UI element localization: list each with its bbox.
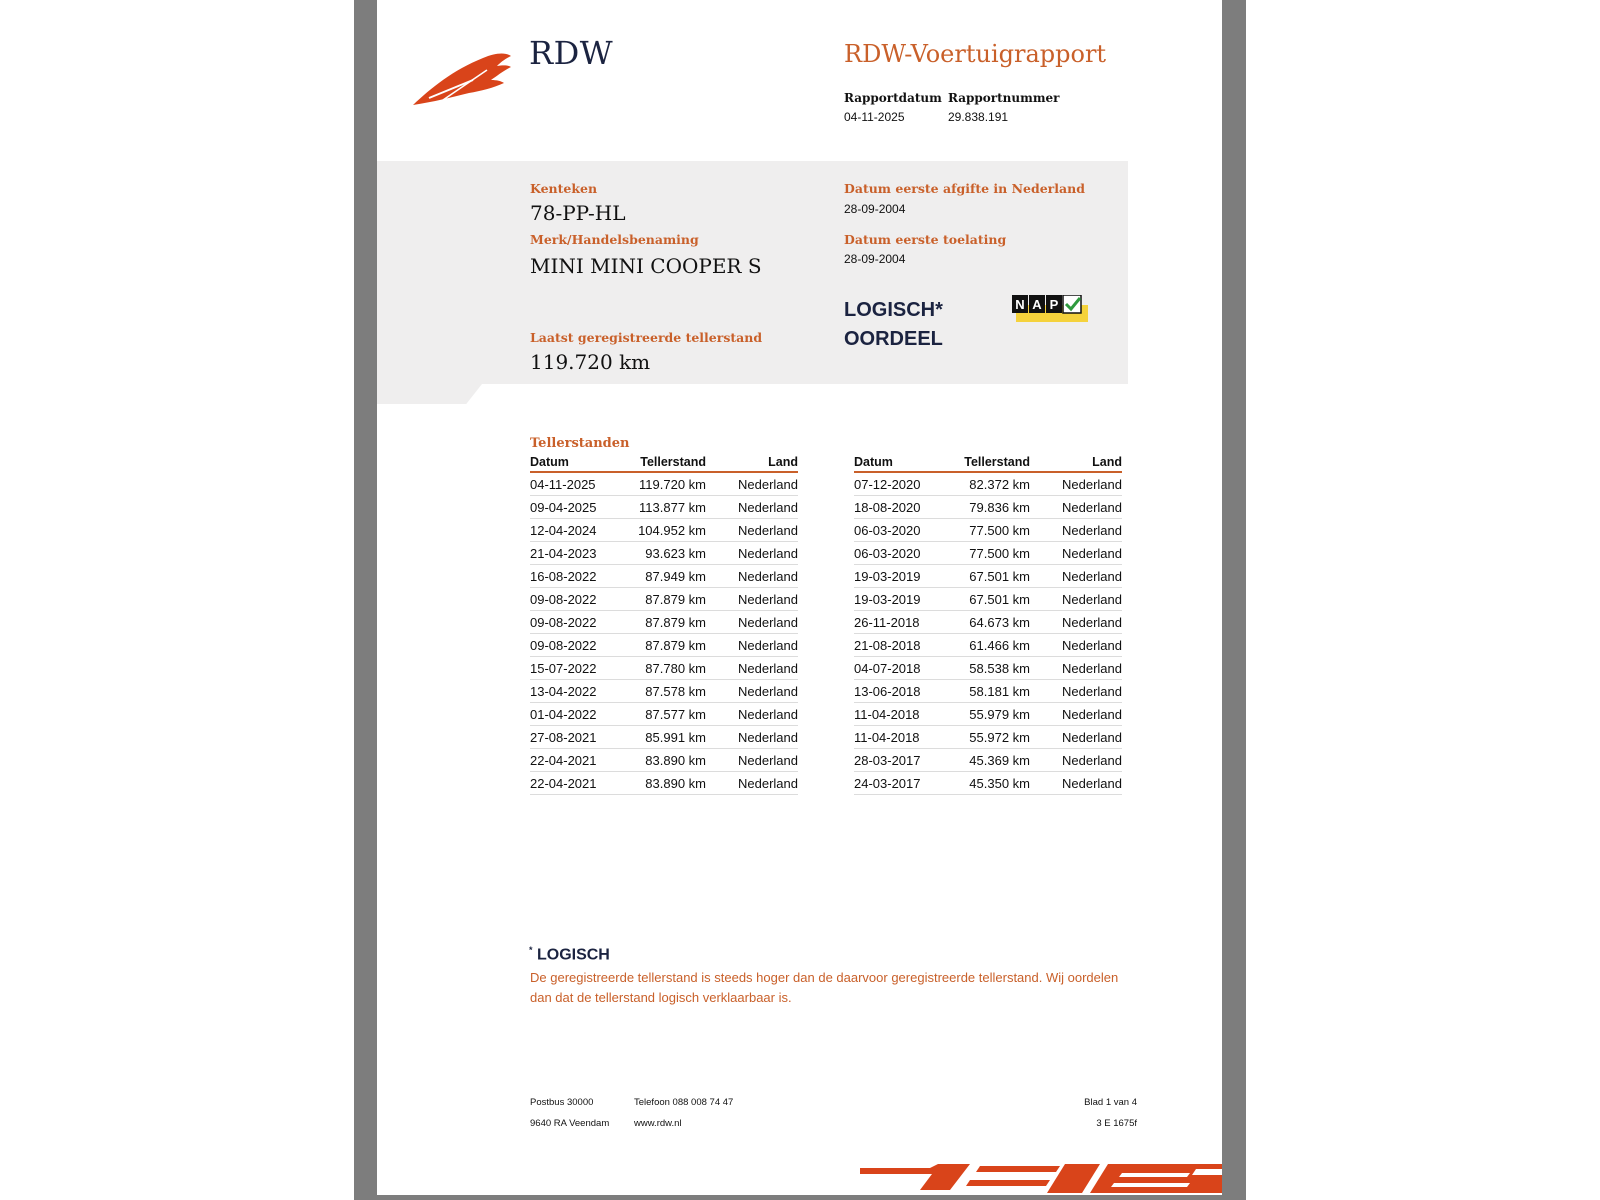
cell-tellerstand: 83.890 km <box>620 772 706 795</box>
cell-land: Nederland <box>706 634 798 657</box>
cell-datum: 09-08-2022 <box>530 588 620 611</box>
rapportdatum-value: 04-11-2025 <box>844 110 905 124</box>
table-row <box>530 749 798 772</box>
cell-tellerstand: 55.979 km <box>944 703 1030 726</box>
table-row <box>854 703 1122 726</box>
footer-website: www.rdw.nl <box>634 1118 682 1129</box>
cell-datum: 09-08-2022 <box>530 611 620 634</box>
cell-tellerstand: 87.780 km <box>620 657 706 680</box>
table-row <box>530 565 798 588</box>
cell-datum: 11-04-2018 <box>854 703 944 726</box>
table-row <box>530 634 798 657</box>
table-row <box>530 772 798 795</box>
footer-plaats: 9640 RA Veendam <box>530 1118 610 1129</box>
table-row <box>530 519 798 542</box>
table-row <box>530 680 798 703</box>
cell-tellerstand: 113.877 km <box>620 496 706 519</box>
footer-blad: Blad 1 van 4 <box>1084 1097 1137 1108</box>
col-header-land: Land <box>1030 455 1122 472</box>
cell-tellerstand: 82.372 km <box>944 472 1030 496</box>
report-title: RDW-Voertuigrapport <box>844 40 1107 68</box>
toelating-label: Datum eerste toelating <box>844 232 1007 247</box>
cell-tellerstand: 58.181 km <box>944 680 1030 703</box>
logisch-explanation: De geregistreerde tellerstand is steeds hoger dan de daarvoor geregistreerde tellerstand. Wij oordelen dan dat de tellerstand logisch verklaarbaar is. <box>530 970 1119 1005</box>
cell-datum: 16-08-2022 <box>530 565 620 588</box>
cell-tellerstand: 55.972 km <box>944 726 1030 749</box>
cell-land: Nederland <box>1030 519 1122 542</box>
cell-datum: 26-11-2018 <box>854 611 944 634</box>
cell-land: Nederland <box>706 542 798 565</box>
cell-datum: 09-08-2022 <box>530 634 620 657</box>
cell-tellerstand: 77.500 km <box>944 519 1030 542</box>
nap-letter-a: A <box>1032 297 1042 312</box>
table-row <box>530 611 798 634</box>
cell-datum: 22-04-2021 <box>530 749 620 772</box>
cell-datum: 21-08-2018 <box>854 634 944 657</box>
table-row <box>854 588 1122 611</box>
footer-code: 3 E 1675f <box>1096 1118 1137 1129</box>
tellerstanden-table-right <box>854 455 1122 795</box>
cell-datum: 18-08-2020 <box>854 496 944 519</box>
kenteken-value: 78-PP-HL <box>530 201 626 225</box>
col-header-datum: Datum <box>530 455 620 472</box>
cell-tellerstand: 87.949 km <box>620 565 706 588</box>
cell-datum: 11-04-2018 <box>854 726 944 749</box>
cell-tellerstand: 61.466 km <box>944 634 1030 657</box>
table-row <box>854 680 1122 703</box>
afgifte-value: 28-09-2004 <box>844 202 906 216</box>
rdw-feather-logo-icon <box>413 50 513 108</box>
table-row <box>854 772 1122 795</box>
cell-land: Nederland <box>1030 703 1122 726</box>
table-row <box>530 703 798 726</box>
logisch-heading <box>529 945 610 964</box>
cell-tellerstand: 45.350 km <box>944 772 1030 795</box>
cell-tellerstand: 79.836 km <box>944 496 1030 519</box>
cell-tellerstand: 87.879 km <box>620 634 706 657</box>
table-header-row <box>854 455 1122 472</box>
kenteken-label: Kenteken <box>530 181 598 196</box>
cell-land: Nederland <box>1030 772 1122 795</box>
rapportnummer-value: 29.838.191 <box>948 110 1009 124</box>
cell-tellerstand: 87.879 km <box>620 611 706 634</box>
table-row <box>854 542 1122 565</box>
oordeel-line-2: OORDEEL <box>844 328 943 350</box>
panel-tail <box>377 384 482 404</box>
tellerstanden-table-left <box>530 455 798 795</box>
cell-tellerstand: 67.501 km <box>944 565 1030 588</box>
cell-datum: 13-06-2018 <box>854 680 944 703</box>
cell-tellerstand: 87.879 km <box>620 588 706 611</box>
table-row <box>530 542 798 565</box>
rapportdatum-label: Rapportdatum <box>844 91 942 105</box>
cell-land: Nederland <box>706 588 798 611</box>
viewer-border-left <box>354 0 377 1200</box>
cell-datum: 27-08-2021 <box>530 726 620 749</box>
oordeel-verdict <box>844 296 943 354</box>
merk-label: Merk/Handelsbenaming <box>530 232 699 247</box>
cell-land: Nederland <box>1030 611 1122 634</box>
cell-datum: 13-04-2022 <box>530 680 620 703</box>
cell-tellerstand: 77.500 km <box>944 542 1030 565</box>
cell-land: Nederland <box>706 565 798 588</box>
cell-datum: 06-03-2020 <box>854 519 944 542</box>
cell-land: Nederland <box>1030 749 1122 772</box>
table-row <box>854 519 1122 542</box>
cell-datum: 21-04-2023 <box>530 542 620 565</box>
cell-datum: 06-03-2020 <box>854 542 944 565</box>
cell-tellerstand: 119.720 km <box>620 472 706 496</box>
table-row <box>854 565 1122 588</box>
cell-tellerstand: 67.501 km <box>944 588 1030 611</box>
rapportnummer-label: Rapportnummer <box>948 91 1060 105</box>
table-row <box>530 496 798 519</box>
cell-datum: 01-04-2022 <box>530 703 620 726</box>
col-header-land: Land <box>706 455 798 472</box>
cell-tellerstand: 85.991 km <box>620 726 706 749</box>
cell-tellerstand: 64.673 km <box>944 611 1030 634</box>
cell-datum: 19-03-2019 <box>854 588 944 611</box>
nap-check-icon <box>1012 295 1088 323</box>
cell-land: Nederland <box>706 611 798 634</box>
table-row <box>854 496 1122 519</box>
cell-tellerstand: 87.578 km <box>620 680 706 703</box>
cell-land: Nederland <box>1030 657 1122 680</box>
col-header-tellerstand: Tellerstand <box>944 455 1030 472</box>
cell-land: Nederland <box>1030 496 1122 519</box>
cell-datum: 12-04-2024 <box>530 519 620 542</box>
cell-tellerstand: 45.369 km <box>944 749 1030 772</box>
table-row <box>530 472 798 496</box>
cell-land: Nederland <box>1030 634 1122 657</box>
cell-land: Nederland <box>1030 588 1122 611</box>
cell-land: Nederland <box>706 472 798 496</box>
cell-tellerstand: 93.623 km <box>620 542 706 565</box>
col-header-datum: Datum <box>854 455 944 472</box>
cell-datum: 22-04-2021 <box>530 772 620 795</box>
tellerstanden-title: Tellerstanden <box>530 436 630 451</box>
afgifte-label: Datum eerste afgifte in Nederland <box>844 181 1085 196</box>
table-row <box>854 726 1122 749</box>
footer-postbus: Postbus 30000 <box>530 1097 594 1108</box>
cell-tellerstand: 104.952 km <box>620 519 706 542</box>
table-row <box>530 726 798 749</box>
cell-datum: 15-07-2022 <box>530 657 620 680</box>
cell-land: Nederland <box>706 703 798 726</box>
table-row <box>854 749 1122 772</box>
teller-label: Laatst geregistreerde tellerstand <box>530 330 763 345</box>
toelating-value: 28-09-2004 <box>844 252 906 266</box>
cell-land: Nederland <box>1030 680 1122 703</box>
viewer-border-right <box>1222 0 1246 1200</box>
cell-land: Nederland <box>706 657 798 680</box>
oordeel-line-1: LOGISCH* <box>844 299 943 321</box>
rdw-stripes-graphic <box>860 1160 1222 1195</box>
footer-telefoon: Telefoon 088 008 74 47 <box>634 1097 734 1108</box>
table-row <box>530 588 798 611</box>
cell-land: Nederland <box>706 772 798 795</box>
cell-datum: 19-03-2019 <box>854 565 944 588</box>
table-row <box>854 634 1122 657</box>
cell-datum: 28-03-2017 <box>854 749 944 772</box>
cell-datum: 04-07-2018 <box>854 657 944 680</box>
cell-datum: 07-12-2020 <box>854 472 944 496</box>
table-row <box>854 657 1122 680</box>
brand-name: RDW <box>529 34 614 72</box>
cell-land: Nederland <box>1030 726 1122 749</box>
cell-land: Nederland <box>706 519 798 542</box>
viewer-border-bottom <box>354 1195 1246 1200</box>
logisch-heading-text: LOGISCH <box>536 946 610 964</box>
merk-value: MINI MINI COOPER S <box>530 254 762 278</box>
teller-value: 119.720 km <box>530 350 651 374</box>
nap-letter-n: N <box>1015 297 1025 312</box>
cell-datum: 09-04-2025 <box>530 496 620 519</box>
report-page <box>377 0 1222 1195</box>
table-row <box>854 611 1122 634</box>
cell-datum: 04-11-2025 <box>530 472 620 496</box>
cell-land: Nederland <box>1030 565 1122 588</box>
cell-datum: 24-03-2017 <box>854 772 944 795</box>
cell-land: Nederland <box>1030 472 1122 496</box>
cell-tellerstand: 83.890 km <box>620 749 706 772</box>
cell-tellerstand: 87.577 km <box>620 703 706 726</box>
table-row <box>854 472 1122 496</box>
cell-land: Nederland <box>706 680 798 703</box>
cell-land: Nederland <box>706 496 798 519</box>
cell-land: Nederland <box>706 726 798 749</box>
table-row <box>530 657 798 680</box>
cell-land: Nederland <box>1030 542 1122 565</box>
col-header-tellerstand: Tellerstand <box>620 455 706 472</box>
cell-land: Nederland <box>706 749 798 772</box>
table-header-row <box>530 455 798 472</box>
cell-tellerstand: 58.538 km <box>944 657 1030 680</box>
nap-letter-p: P <box>1049 297 1059 312</box>
logisch-star: * <box>529 945 533 955</box>
